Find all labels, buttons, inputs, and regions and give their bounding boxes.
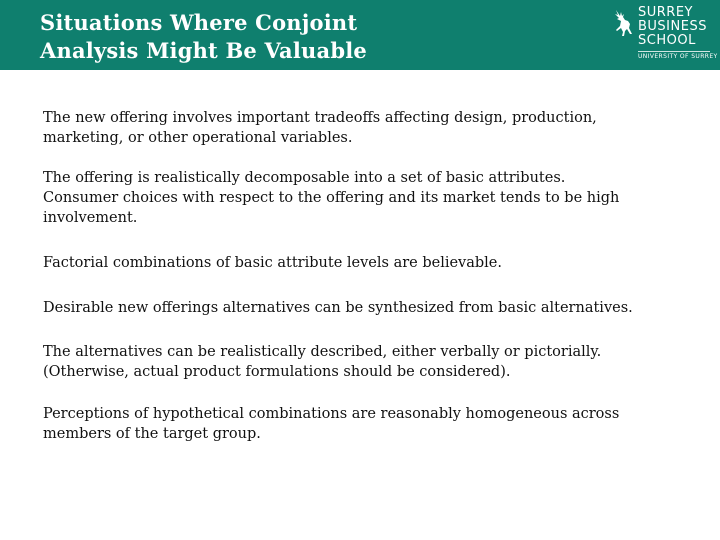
- logo-subtitle: UNIVERSITY OF SURREY: [638, 53, 718, 60]
- logo-wordmark: [638, 6, 707, 48]
- title-line-1: Situations Where Conjoint: [40, 10, 358, 35]
- list-item: The alternatives can be realistically described, either verbally or pictorially. (Otherwise, actual product formulations should be considered).: [43, 344, 602, 380]
- list-item: The new offering involves important tradeoffs affecting design, production, marketing, or other operational variables.: [43, 110, 597, 146]
- slide-header: [0, 0, 720, 70]
- logo-line-2: BUSINESS: [638, 19, 707, 34]
- logo-divider: [638, 51, 710, 52]
- slide-title: [40, 9, 367, 65]
- list-item: The offering is realistically decomposable into a set of basic attributes.: [43, 170, 566, 186]
- surrey-business-school-logo: [610, 5, 718, 64]
- stag-icon: [610, 8, 636, 38]
- list-item: Factorial combinations of basic attribute levels are believable.: [43, 255, 503, 271]
- list-item: Consumer choices with respect to the offering and its market tends to be high involvement.: [43, 190, 620, 226]
- logo-line-1: SURREY: [638, 5, 693, 20]
- list-item: Perceptions of hypothetical combinations are reasonably homogeneous across members of the target group.: [43, 406, 620, 442]
- list-item: Desirable new offerings alternatives can be synthesized from basic alternatives.: [43, 300, 633, 316]
- logo-line-3: SCHOOL: [638, 33, 696, 48]
- slide-body: [43, 108, 663, 444]
- title-line-2: Analysis Might Be Valuable: [40, 38, 367, 63]
